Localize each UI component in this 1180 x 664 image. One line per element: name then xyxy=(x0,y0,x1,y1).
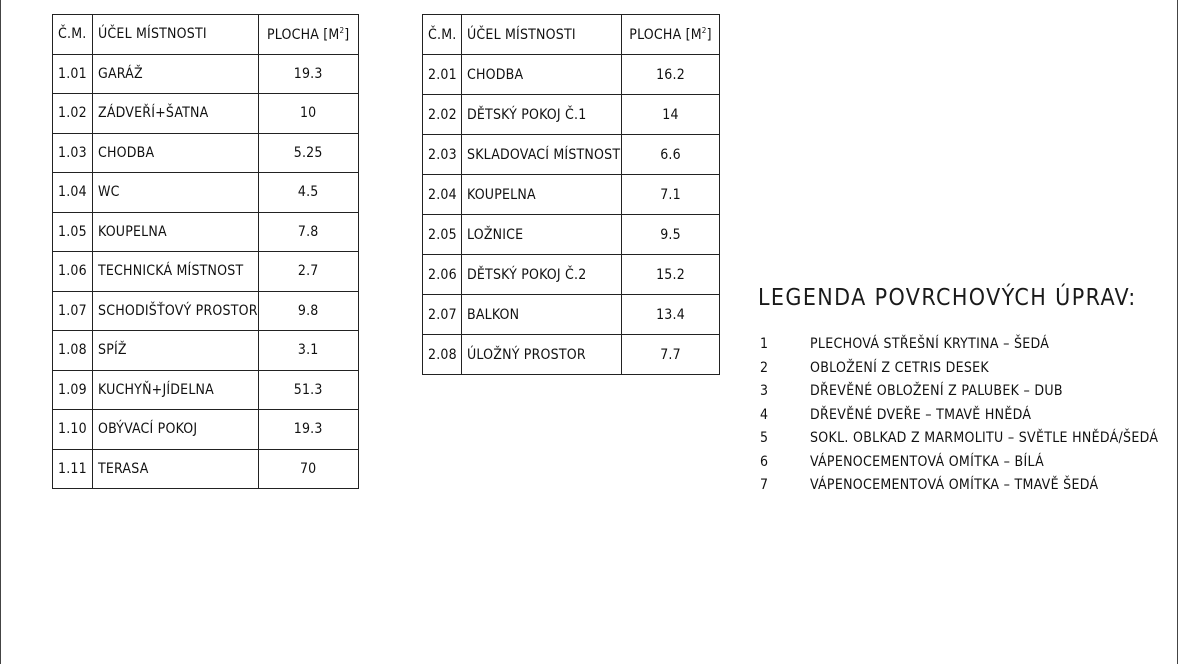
legend-item-text: SOKL. OBLKAD Z MARMOLITU – SVĚTLE HNĚDÁ/ŠEDÁ xyxy=(810,430,1159,446)
legend-item xyxy=(760,383,1170,407)
legend-item xyxy=(760,477,1170,501)
table-row xyxy=(423,295,720,335)
table-row xyxy=(53,212,359,252)
table-row xyxy=(53,133,359,173)
room-area: 19.3 xyxy=(258,54,358,94)
legend-item-number: 5 xyxy=(760,430,769,446)
room-purpose: ÚLOŽNÝ PROSTOR xyxy=(462,335,622,375)
room-purpose: ZÁDVEŘÍ+ŠATNA xyxy=(93,94,259,134)
room-number: 1.07 xyxy=(53,291,93,331)
room-purpose: SKLADOVACÍ MÍSTNOST xyxy=(462,135,622,175)
table-row xyxy=(53,449,359,489)
room-number: 1.02 xyxy=(53,94,93,134)
header-area-unit-exponent: 2 xyxy=(701,26,707,35)
table-row xyxy=(53,291,359,331)
room-area: 13.4 xyxy=(622,295,720,335)
room-area: 9.5 xyxy=(622,215,720,255)
legend-item-number: 7 xyxy=(760,477,769,493)
unit-bracket-open: [ xyxy=(319,26,329,43)
room-number: 2.07 xyxy=(423,295,462,335)
legend-item-number: 2 xyxy=(760,359,769,376)
legend-item xyxy=(760,454,1170,478)
legend-item xyxy=(760,360,1170,384)
room-number: 1.10 xyxy=(53,410,93,450)
room-number: 2.02 xyxy=(423,95,462,135)
table-row xyxy=(423,215,720,255)
unit-bracket-open: [ xyxy=(681,27,691,43)
header-room-purpose: ÚČEL MÍSTNOSTI xyxy=(462,15,622,55)
header-room-purpose: ÚČEL MÍSTNOSTI xyxy=(93,15,259,55)
table-header-row xyxy=(423,15,720,55)
unit-bracket-close: ] xyxy=(344,26,350,43)
room-area: 9.8 xyxy=(258,291,358,331)
room-purpose: OBÝVACÍ POKOJ xyxy=(93,410,259,450)
legend-item-text: VÁPENOCEMENTOVÁ OMÍTKA – TMAVĚ ŠEDÁ xyxy=(810,477,1099,493)
room-table-body xyxy=(423,15,720,375)
table-header-row xyxy=(53,15,359,55)
legend-item-number: 1 xyxy=(760,336,769,352)
room-area: 7.8 xyxy=(258,212,358,252)
room-number: 2.05 xyxy=(423,215,462,255)
room-purpose: CHODBA xyxy=(93,133,259,173)
room-area: 15.2 xyxy=(622,255,720,295)
room-purpose: WC xyxy=(93,173,259,213)
room-number: 1.01 xyxy=(53,54,93,94)
room-purpose: LOŽNICE xyxy=(462,215,622,255)
table-row xyxy=(53,252,359,292)
room-area: 2.7 xyxy=(258,252,358,292)
legend-item xyxy=(760,430,1170,454)
room-purpose: GARÁŽ xyxy=(93,54,259,94)
room-area: 4.5 xyxy=(258,173,358,213)
room-number: 2.03 xyxy=(423,135,462,175)
table-row xyxy=(53,370,359,410)
header-area-unit: M xyxy=(328,26,340,43)
table-row xyxy=(423,175,720,215)
room-number: 2.06 xyxy=(423,255,462,295)
room-number: 1.05 xyxy=(53,212,93,252)
legend-item-text: OBLOŽENÍ Z CETRIS DESEK xyxy=(810,359,989,376)
header-room-number: Č.M. xyxy=(53,15,93,55)
header-area-unit: M xyxy=(690,27,702,43)
table-row xyxy=(53,54,359,94)
header-area-unit-exponent: 2 xyxy=(339,25,345,35)
table-row xyxy=(53,173,359,213)
legend-item-text: DŘEVĚNÉ OBLOŽENÍ Z PALUBEK – DUB xyxy=(810,383,1063,399)
room-number: 2.04 xyxy=(423,175,462,215)
drawing-frame-right-edge xyxy=(1177,0,1178,664)
room-area: 16.2 xyxy=(622,55,720,95)
room-purpose: DĚTSKÝ POKOJ Č.1 xyxy=(462,95,622,135)
room-area: 70 xyxy=(258,449,358,489)
legend-item xyxy=(760,336,1170,360)
header-area-label: PLOCHA xyxy=(629,27,682,43)
legend-item-number: 4 xyxy=(760,406,769,423)
room-area: 51.3 xyxy=(258,370,358,410)
room-purpose: DĚTSKÝ POKOJ Č.2 xyxy=(462,255,622,295)
legend-item xyxy=(760,407,1170,431)
room-number: 1.03 xyxy=(53,133,93,173)
legend-item-text: PLECHOVÁ STŘEŠNÍ KRYTINA – ŠEDÁ xyxy=(810,336,1050,352)
room-area: 6.6 xyxy=(622,135,720,175)
legend-item-number: 3 xyxy=(760,383,769,399)
table-row xyxy=(423,95,720,135)
room-purpose: SPÍŽ xyxy=(93,331,259,371)
room-purpose: KOUPELNA xyxy=(93,212,259,252)
room-purpose: KUCHYŇ+JÍDELNA xyxy=(93,370,259,410)
table-row xyxy=(53,331,359,371)
room-area: 19.3 xyxy=(258,410,358,450)
room-purpose: TERASA xyxy=(93,449,259,489)
room-purpose: TECHNICKÁ MÍSTNOST xyxy=(93,252,259,292)
room-area: 3.1 xyxy=(258,331,358,371)
room-area: 10 xyxy=(258,94,358,134)
header-area xyxy=(622,15,720,55)
table-row xyxy=(53,94,359,134)
room-area: 5.25 xyxy=(258,133,358,173)
room-number: 1.08 xyxy=(53,331,93,371)
room-number: 1.09 xyxy=(53,370,93,410)
table-row xyxy=(423,335,720,375)
header-area xyxy=(258,15,358,55)
legend-item-text: DŘEVĚNÉ DVEŘE – TMAVĚ HNĚDÁ xyxy=(810,406,1032,423)
legend-title: LEGENDA POVRCHOVÝCH ÚPRAV: xyxy=(758,285,1137,311)
room-purpose: SCHODIŠŤOVÝ PROSTOR xyxy=(93,291,259,331)
table-row xyxy=(53,410,359,450)
legend-list xyxy=(760,336,1170,501)
room-table-floor-1 xyxy=(52,14,359,489)
room-table-floor-2 xyxy=(422,14,720,375)
header-room-number: Č.M. xyxy=(423,15,462,55)
legend-item-number: 6 xyxy=(760,453,769,470)
room-number: 2.08 xyxy=(423,335,462,375)
room-purpose: CHODBA xyxy=(462,55,622,95)
room-purpose: BALKON xyxy=(462,295,622,335)
room-area: 7.1 xyxy=(622,175,720,215)
room-area: 7.7 xyxy=(622,335,720,375)
room-number: 2.01 xyxy=(423,55,462,95)
table-row xyxy=(423,55,720,95)
unit-bracket-close: ] xyxy=(706,27,712,43)
legend-item-text: VÁPENOCEMENTOVÁ OMÍTKA – BÍLÁ xyxy=(810,453,1045,470)
room-purpose: KOUPELNA xyxy=(462,175,622,215)
room-number: 1.11 xyxy=(53,449,93,489)
header-area-label: PLOCHA xyxy=(266,26,320,43)
table-row xyxy=(423,255,720,295)
drawing-frame-left-edge xyxy=(0,0,1,664)
room-number: 1.04 xyxy=(53,173,93,213)
room-area: 14 xyxy=(622,95,720,135)
room-number: 1.06 xyxy=(53,252,93,292)
table-row xyxy=(423,135,720,175)
room-table-body xyxy=(53,15,359,489)
